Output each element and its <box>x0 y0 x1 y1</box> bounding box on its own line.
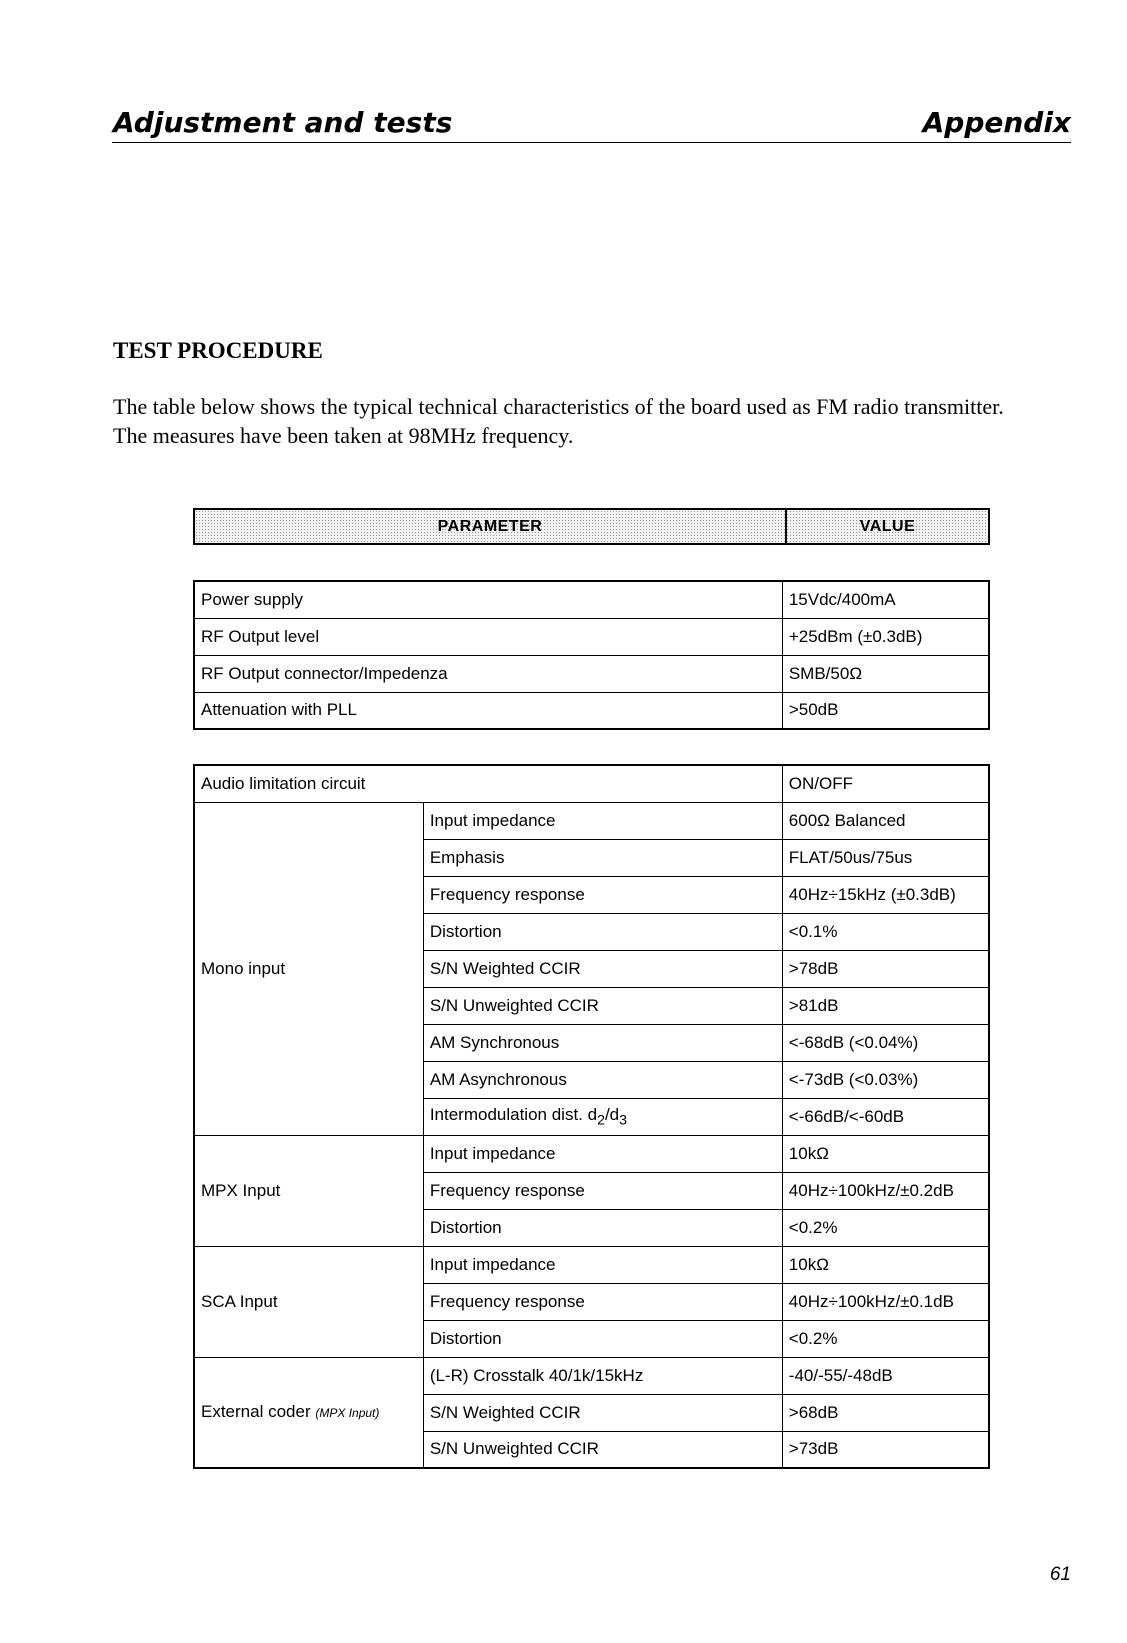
value-cell: 40Hz÷15kHz (±0.3dB) <box>782 876 989 913</box>
parameter-cell: Input impedance <box>423 1135 782 1172</box>
table-header-bar <box>193 508 990 545</box>
general-spec-table <box>193 580 990 730</box>
external-coder-label: External coder <box>201 1402 311 1422</box>
header-value: VALUE <box>859 517 916 535</box>
parameter-cell: Frequency response <box>423 1172 782 1209</box>
value-cell: <0.2% <box>782 1320 989 1357</box>
table-row <box>194 618 989 655</box>
parameter-cell: (L-R) Crosstalk 40/1k/15kHz <box>423 1357 782 1394</box>
value-cell: SMB/50Ω <box>782 655 989 692</box>
table-row <box>194 802 989 839</box>
value-cell: <-66dB/<-60dB <box>782 1098 989 1135</box>
parameter-cell: S/N Unweighted CCIR <box>423 987 782 1024</box>
parameter-cell: S/N Weighted CCIR <box>423 950 782 987</box>
value-cell: <-73dB (<0.03%) <box>782 1061 989 1098</box>
value-cell: >50dB <box>782 692 989 729</box>
intermod-sub-1: 2 <box>597 1112 605 1129</box>
value-cell: >81dB <box>782 987 989 1024</box>
value-cell: <0.2% <box>782 1209 989 1246</box>
intermod-label: Intermodulation dist. d <box>429 1104 598 1124</box>
intermod-sub-2: 3 <box>619 1112 628 1129</box>
value-cell: 15Vdc/400mA <box>782 581 989 618</box>
external-coder-note: (MPX Input) <box>315 1406 380 1421</box>
parameter-cell: Distortion <box>423 1320 782 1357</box>
value-cell: -40/-55/-48dB <box>782 1357 989 1394</box>
parameter-cell: S/N Weighted CCIR <box>423 1394 782 1431</box>
value-cell: +25dBm (±0.3dB) <box>782 618 989 655</box>
parameter-cell: Frequency response <box>423 1283 782 1320</box>
value-cell: <-68dB (<0.04%) <box>782 1024 989 1061</box>
value-cell: 600Ω Balanced <box>782 802 989 839</box>
group-cell-mpx-input: MPX Input <box>194 1135 423 1246</box>
value-cell: >73dB <box>782 1431 989 1468</box>
table-row <box>194 765 989 802</box>
table-row <box>194 655 989 692</box>
intro-line-2: The measures have been taken at 98MHz frequency. <box>113 423 574 448</box>
header-parameter: PARAMETER <box>195 510 787 543</box>
group-cell-external-coder <box>194 1357 423 1468</box>
parameter-cell: Audio limitation circuit <box>194 765 782 802</box>
value-cell: >78dB <box>782 950 989 987</box>
parameter-cell-intermodulation <box>423 1098 782 1135</box>
parameter-cell: Emphasis <box>423 839 782 876</box>
value-cell: 40Hz÷100kHz/±0.2dB <box>782 1172 989 1209</box>
intro-line-1: The table below shows the typical technical characteristics of the board used as FM radio transmitter. <box>113 394 1004 419</box>
audio-spec-table <box>193 764 990 1469</box>
parameter-cell: Frequency response <box>423 876 782 913</box>
parameter-cell: Input impedance <box>423 1246 782 1283</box>
parameter-cell: Power supply <box>194 581 782 618</box>
parameter-cell: RF Output level <box>194 618 782 655</box>
value-cell: FLAT/50us/75us <box>782 839 989 876</box>
value-cell: 10kΩ <box>782 1135 989 1172</box>
parameter-cell: Attenuation with PLL <box>194 692 782 729</box>
header-rule <box>112 142 1071 143</box>
header-chapter-title: Appendix <box>922 106 1071 139</box>
table-row <box>194 1135 989 1172</box>
value-cell: <0.1% <box>782 913 989 950</box>
value-cell: 40Hz÷100kHz/±0.1dB <box>782 1283 989 1320</box>
page-number: 61 <box>1049 1564 1071 1585</box>
parameter-cell: RF Output connector/Impedenza <box>194 655 782 692</box>
group-cell-mono-input: Mono input <box>194 802 423 1135</box>
intro-paragraph <box>113 392 1073 450</box>
parameter-cell: S/N Unweighted CCIR <box>423 1431 782 1468</box>
section-title: TEST PROCEDURE <box>113 338 323 363</box>
table-row <box>194 1357 989 1394</box>
parameter-cell: AM Asynchronous <box>423 1061 782 1098</box>
value-cell: ON/OFF <box>782 765 989 802</box>
table-row <box>194 692 989 729</box>
parameter-cell: AM Synchronous <box>423 1024 782 1061</box>
parameter-cell: Input impedance <box>423 802 782 839</box>
table-row <box>194 1246 989 1283</box>
parameter-cell: Distortion <box>423 1209 782 1246</box>
value-cell: 10kΩ <box>782 1246 989 1283</box>
intermod-sep: /d <box>604 1104 620 1124</box>
parameter-cell: Distortion <box>423 913 782 950</box>
group-cell-sca-input: SCA Input <box>194 1246 423 1357</box>
header-section-title: Adjustment and tests <box>113 106 453 139</box>
value-cell: >68dB <box>782 1394 989 1431</box>
table-row <box>194 581 989 618</box>
